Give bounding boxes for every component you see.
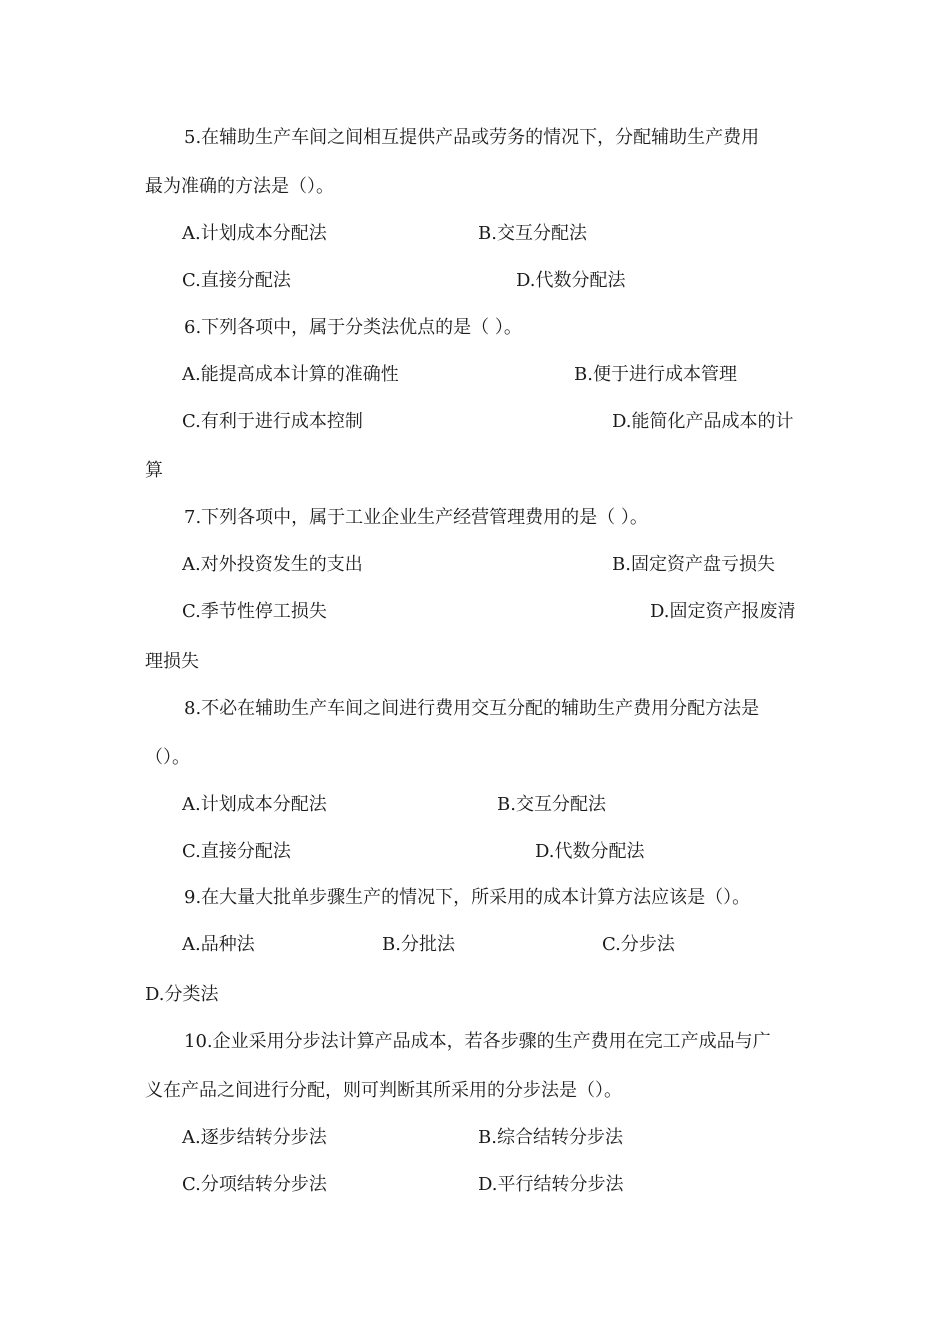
- question-8-stem-cont: （）。: [145, 747, 190, 768]
- question-7-option-d: D.固定资产报废清: [650, 601, 796, 622]
- question-5-option-b: B.交互分配法: [478, 223, 587, 244]
- question-5-stem-cont: 最为准确的方法是（）。: [145, 176, 334, 197]
- question-6-option-c: C.有利于进行成本控制: [182, 411, 363, 432]
- question-6-option-d-cont: 算: [145, 460, 163, 481]
- question-9-option-a: A.品种法: [182, 934, 255, 955]
- question-10-option-b: B.综合结转分步法: [478, 1127, 623, 1148]
- question-5-option-a: A.计划成本分配法: [182, 223, 327, 244]
- question-9-stem: 9.在大量大批单步骤生产的情况下，所采用的成本计算方法应该是（）。: [184, 887, 751, 908]
- question-10-stem-cont: 义在产品之间进行分配，则可判断其所采用的分步法是（）。: [145, 1080, 622, 1101]
- question-6-option-b: B.便于进行成本管理: [574, 364, 737, 385]
- question-8-stem: 8.不必在辅助生产车间之间进行费用交互分配的辅助生产费用分配方法是: [184, 698, 760, 719]
- question-8-option-a: A.计划成本分配法: [182, 794, 327, 815]
- question-8-option-c: C.直接分配法: [182, 841, 291, 862]
- question-5-option-c: C.直接分配法: [182, 270, 291, 291]
- question-10-option-a: A.逐步结转分步法: [182, 1127, 327, 1148]
- question-6-option-d: D.能简化产品成本的计: [612, 411, 794, 432]
- question-9-option-d: D.分类法: [145, 984, 219, 1005]
- question-5-stem: 5.在辅助生产车间之间相互提供产品或劳务的情况下，分配辅助生产费用: [184, 127, 760, 148]
- question-6-stem: 6.下列各项中，属于分类法优点的是（ ）。: [184, 317, 522, 338]
- question-10-stem: 10.企业采用分步法计算产品成本，若各步骤的生产费用在完工产成品与广: [184, 1031, 771, 1052]
- question-7-option-d-cont: 理损失: [145, 651, 199, 672]
- question-7-stem: 7.下列各项中，属于工业企业生产经营管理费用的是（ ）。: [184, 507, 648, 528]
- question-7-option-c: C.季节性停工损失: [182, 601, 327, 622]
- question-10-option-c: C.分项结转分步法: [182, 1174, 327, 1195]
- question-8-option-d: D.代数分配法: [535, 841, 645, 862]
- question-9-option-b: B.分批法: [382, 934, 455, 955]
- question-10-option-d: D.平行结转分步法: [478, 1174, 624, 1195]
- question-7-option-a: A.对外投资发生的支出: [182, 554, 363, 575]
- question-6-option-a: A.能提高成本计算的准确性: [182, 364, 399, 385]
- question-9-option-c: C.分步法: [602, 934, 675, 955]
- question-8-option-b: B.交互分配法: [497, 794, 606, 815]
- question-5-option-d: D.代数分配法: [516, 270, 626, 291]
- question-7-option-b: B.固定资产盘亏损失: [612, 554, 775, 575]
